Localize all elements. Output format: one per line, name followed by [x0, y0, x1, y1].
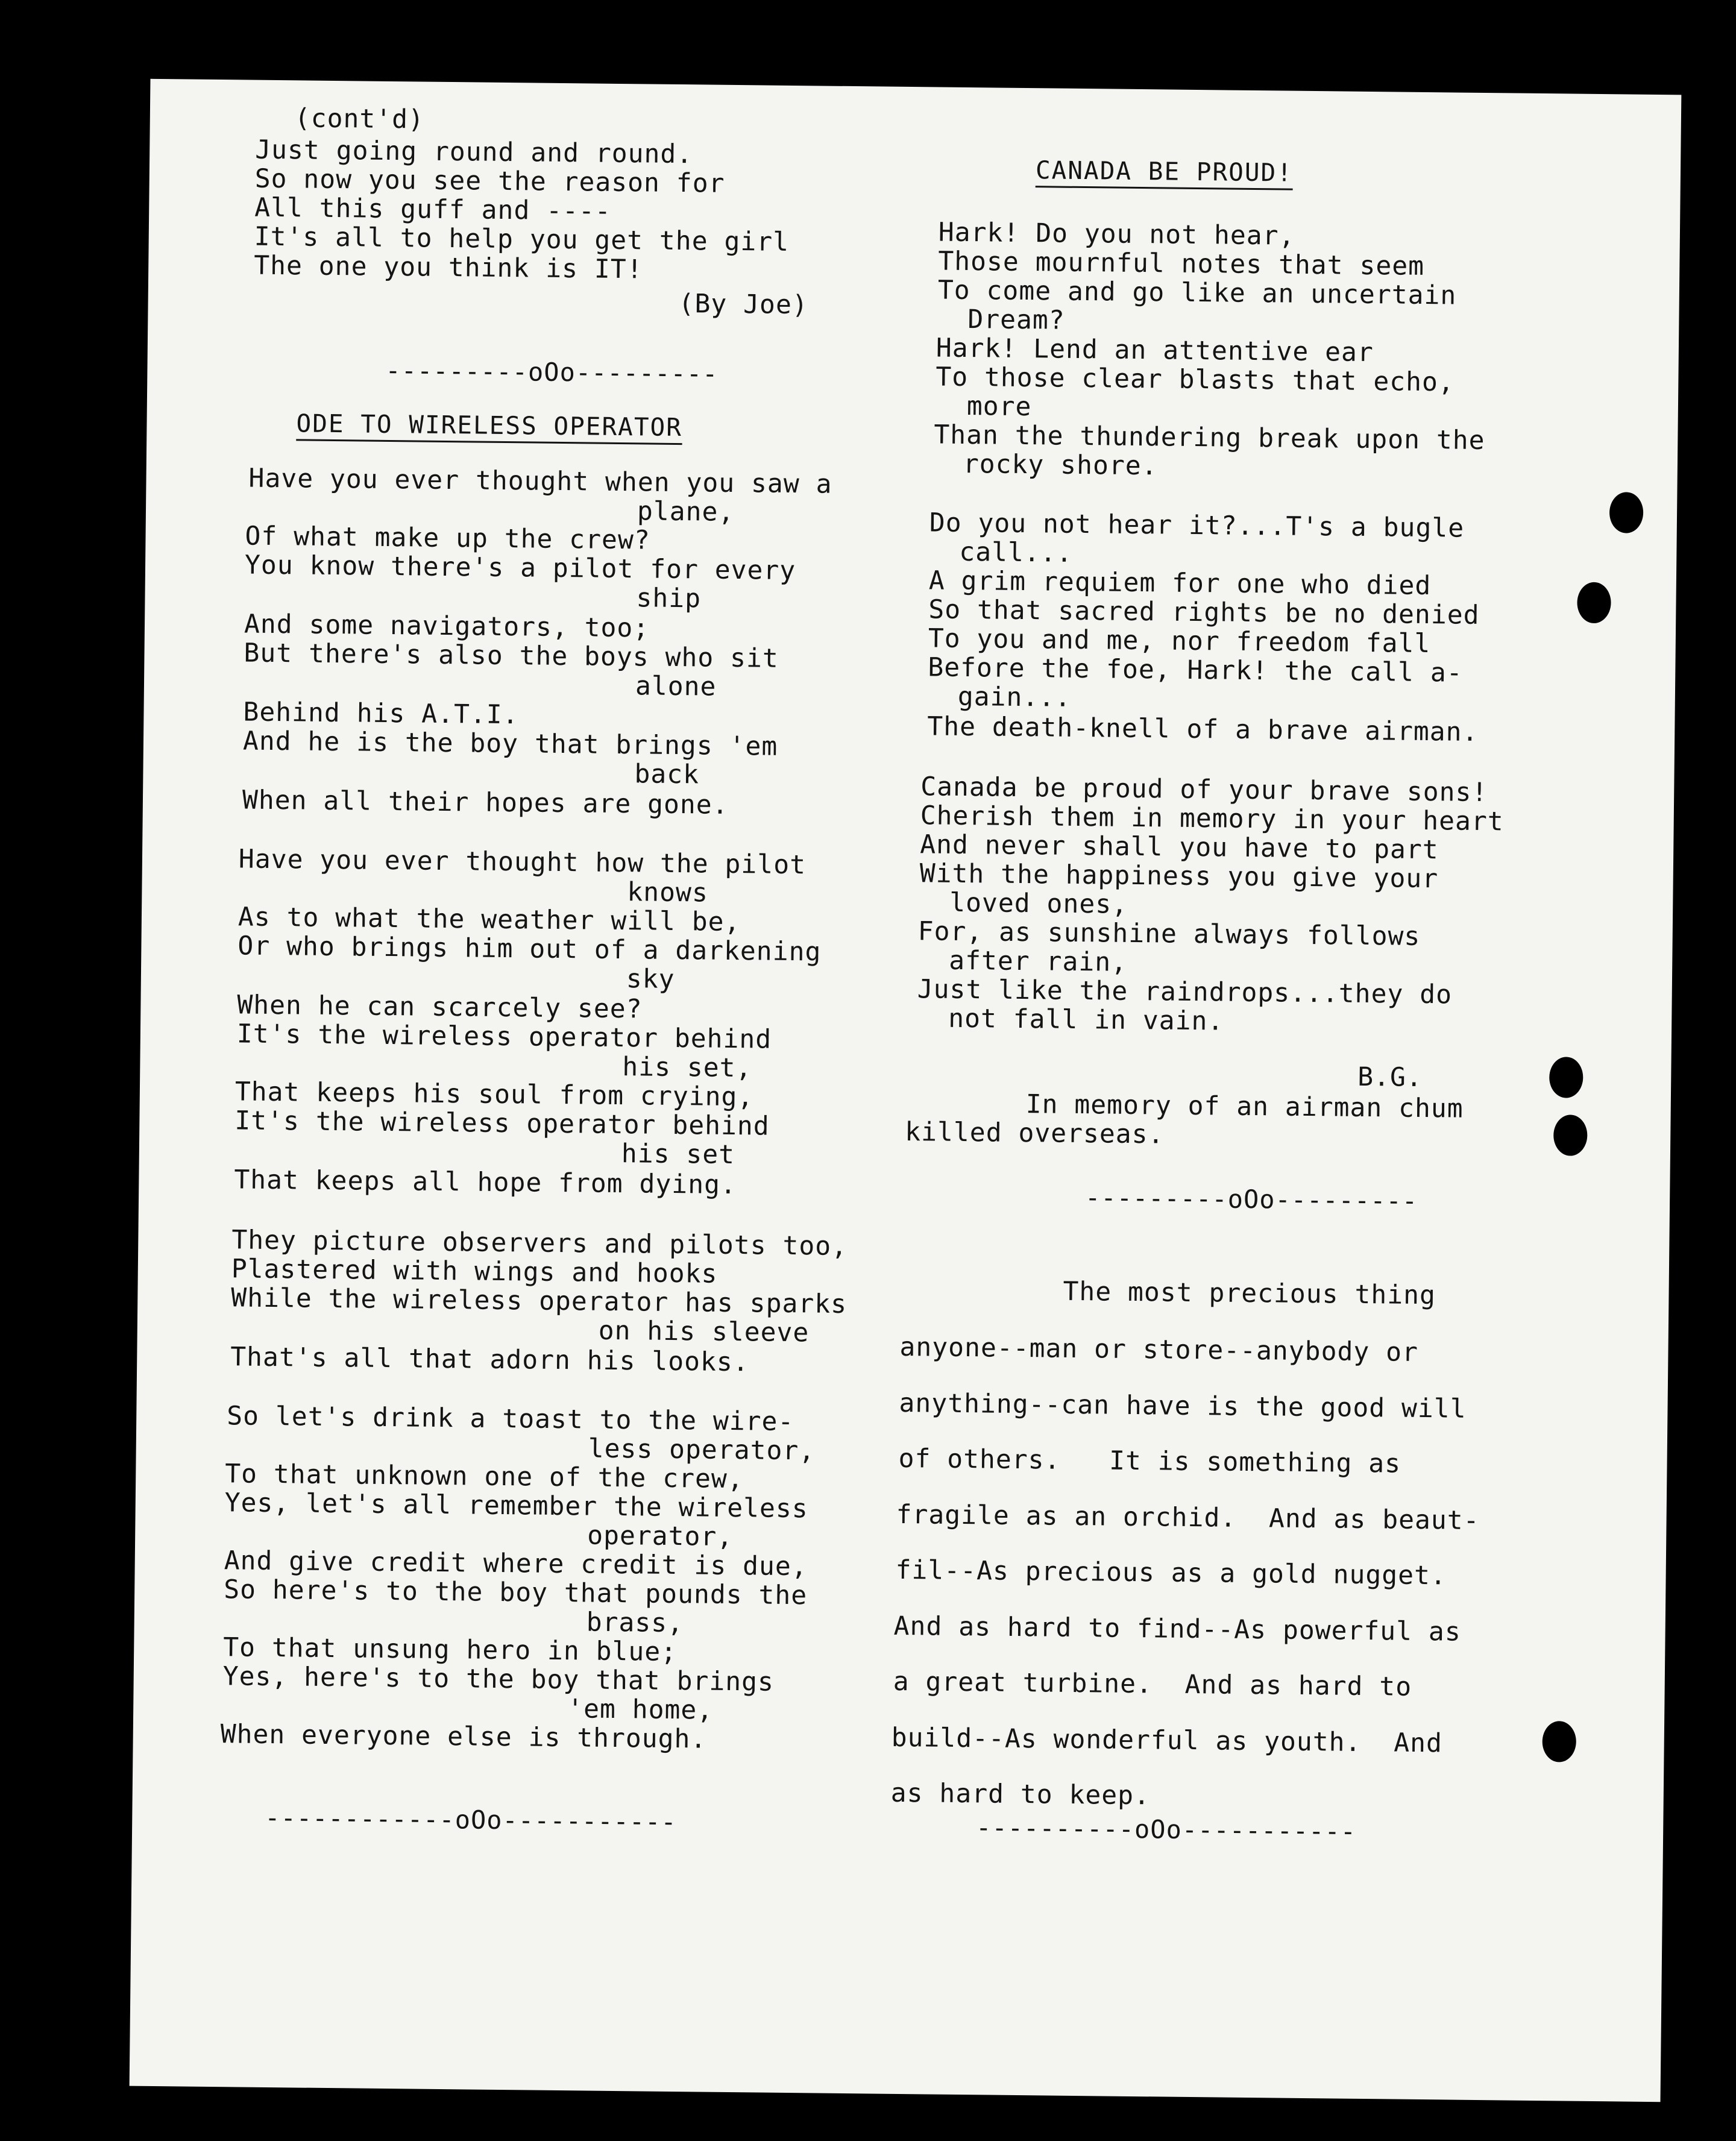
verse-line: knows	[627, 877, 709, 908]
verse-line: ship	[636, 583, 702, 614]
verse-line: Dream?	[967, 304, 1065, 336]
verse-line: Hark! Do you not hear,	[938, 217, 1295, 251]
poem-title-canada: CANADA BE PROUD!	[1035, 156, 1294, 187]
verse-line: It's the wireless operator behind	[236, 1019, 772, 1055]
verse-line: A grim requiem for one who died	[928, 565, 1432, 602]
verse-line: loved ones,	[949, 887, 1128, 920]
verse-line: Behind his A.T.I.	[243, 697, 519, 731]
prose-line: as hard to keep.	[890, 1778, 1151, 1811]
verse-line: To that unknown one of the crew,	[225, 1459, 744, 1495]
verse-line: As to what the weather will be,	[237, 902, 741, 938]
verse-line: his set,	[622, 1052, 752, 1084]
verse-line: And he is the boy that brings 'em	[242, 726, 778, 762]
verse-line: To you and me, nor freedom fall	[928, 623, 1431, 659]
verse-line: after rain,	[948, 945, 1128, 978]
verse-line: sky	[626, 964, 675, 995]
verse-line: call...	[959, 536, 1073, 568]
verse-line: back	[634, 759, 700, 790]
prose-line: And as hard to find--As powerful as	[893, 1611, 1461, 1647]
verse-line: And some navigators, too;	[244, 609, 650, 644]
verse-line: And give credit where credit is due,	[224, 1545, 808, 1582]
punch-hole	[1542, 1721, 1576, 1762]
verse-line: alone	[635, 671, 717, 702]
verse-line: So now you see the reason for	[254, 163, 725, 199]
signature: B.G.	[1357, 1061, 1423, 1093]
verse-line: not fall in vain.	[948, 1003, 1224, 1037]
verse-line: Cherish them in memory in your heart	[920, 800, 1504, 837]
prose-line: fil--As precious as a gold nugget.	[895, 1555, 1447, 1591]
verse-line: Before the foe, Hark! the call a-	[928, 652, 1463, 688]
verse-line: Do you not hear it?...T's a bugle	[929, 508, 1465, 544]
verse-line: To that unsung hero in blue;	[222, 1632, 678, 1668]
verse-line: plane,	[637, 496, 735, 527]
memorial-note: killed overseas.	[905, 1116, 1165, 1150]
verse-line: So that sacred rights be no denied	[928, 594, 1480, 630]
verse-line: While the wireless operator has sparks	[231, 1283, 848, 1320]
verse-line: Have you ever thought how the pilot	[238, 844, 807, 881]
verse-line: Those mournful notes that seem	[938, 246, 1425, 281]
verse-line: That keeps all hope from dying.	[234, 1165, 737, 1201]
verse-line: With the happiness you give your	[919, 858, 1439, 894]
punch-hole	[1553, 1115, 1588, 1156]
verse-line: 'em home,	[567, 1694, 714, 1726]
verse-line: Of what make up the crew?	[245, 521, 651, 556]
byline: (By Joe)	[678, 288, 809, 321]
typewritten-page	[130, 79, 1682, 2102]
separator: ----------oOo-----------	[975, 1812, 1357, 1846]
memorial-note: In memory of an airman chum	[1025, 1089, 1464, 1124]
verse-line: So here's to the boy that pounds the	[224, 1574, 808, 1611]
verse-line: his set	[621, 1139, 735, 1171]
prose-heading: The most precious thing	[1063, 1276, 1436, 1311]
verse-line: When all their hopes are gone.	[242, 785, 729, 820]
verse-line: more	[966, 391, 1032, 423]
separator: ---------oOo---------	[385, 355, 719, 389]
verse-line: They picture observers and pilots too,	[231, 1225, 848, 1262]
verse-line: Just like the raindrops...they do	[917, 974, 1453, 1010]
punch-hole	[1577, 582, 1611, 624]
verse-line: Just going round and round.	[255, 134, 693, 170]
prose-line: build--As wonderful as youth. And	[891, 1722, 1443, 1759]
verse-line: To those clear blasts that echo,	[936, 362, 1455, 398]
verse-line: on his sleeve	[598, 1315, 810, 1348]
verse-line: The one you think is IT!	[254, 250, 643, 285]
prose-line: anyone--man or store--anybody or	[899, 1331, 1419, 1368]
verse-line: For, as sunshine always follows	[917, 916, 1421, 952]
verse-line: operator,	[587, 1520, 734, 1553]
verse-line: So let's drink a toast to the wire-	[227, 1401, 794, 1438]
verse-line: But there's also the boys who sit	[244, 638, 779, 674]
verse-line: rocky shore.	[963, 448, 1158, 482]
verse-line: When everyone else is through.	[220, 1719, 707, 1755]
verse-line: That's all that adorn his looks.	[230, 1342, 749, 1378]
verse-line: Than the thundering break upon the	[934, 420, 1485, 456]
verse-line: Yes, here's to the boy that brings	[222, 1661, 775, 1697]
verse-line: It's all to help you get the girl	[254, 221, 790, 257]
punch-hole	[1549, 1057, 1583, 1098]
separator: ------------oOo-----------	[265, 1802, 677, 1837]
verse-line: That keeps his soul from crying,	[234, 1077, 754, 1113]
verse-line: And never shall you have to part	[920, 829, 1439, 866]
verse-line: To come and go like an uncertain	[937, 275, 1457, 311]
verse-line: You know there's a pilot for every	[244, 550, 796, 586]
verse-line: Have you ever thought when you saw a	[248, 463, 832, 500]
contd-marker: (cont'd)	[294, 103, 425, 135]
poem-title-ode: ODE TO WIRELESS OPERATOR	[296, 409, 683, 442]
verse-line: less operator,	[588, 1433, 816, 1467]
verse-line: Plastered with wings and hooks	[231, 1254, 718, 1289]
verse-line: Or who brings him out of a darkening	[237, 931, 822, 967]
verse-line: The death-knell of a brave airman.	[927, 711, 1479, 747]
verse-line: brass,	[586, 1607, 684, 1639]
separator: ---------oOo---------	[1084, 1183, 1418, 1216]
prose-line: of others. It is something as	[898, 1443, 1401, 1479]
verse-line: When he can scarcely see?	[237, 990, 643, 1025]
prose-line: a great turbine. And as hard to	[893, 1666, 1412, 1702]
verse-line: Hark! Lend an attentive ear	[936, 333, 1374, 368]
verse-line: Yes, let's all remember the wireless	[224, 1488, 808, 1524]
prose-line: fragile as an orchid. And as beaut-	[896, 1499, 1480, 1536]
prose-line: anything--can have is the good will	[899, 1388, 1467, 1424]
verse-line: Canada be proud of your brave sons!	[920, 772, 1488, 808]
punch-hole	[1609, 492, 1644, 533]
verse-line: All this guff and ----	[254, 192, 612, 227]
verse-line: gain...	[957, 681, 1072, 713]
verse-line: It's the wireless operator behind	[234, 1105, 770, 1142]
